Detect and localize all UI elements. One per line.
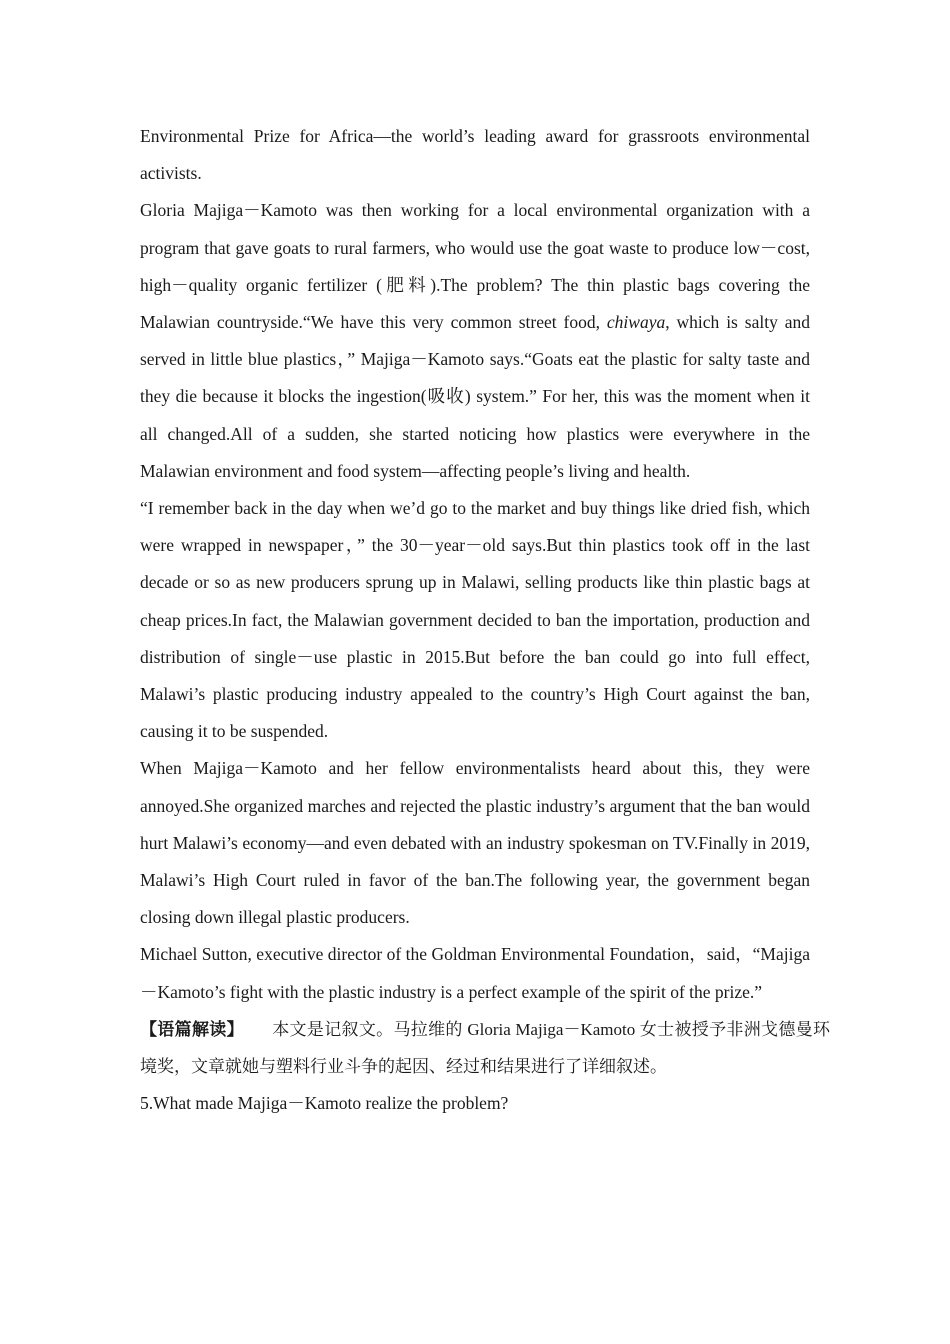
question-5: 5.What made Majiga－Kamoto realize the problem? — [140, 1092, 509, 1113]
analysis-text: 本文是记叙文。马拉维的 Gloria Majiga－Kamoto 女士被授予非洲戈德曼环境奖，文章就她与塑料行业斗争的起因、经过和结果进行了详细叙述。 — [140, 1019, 830, 1076]
paragraph-intro: Environmental Prize for Africa—the world’s leading award for grassroots environmental activists. — [140, 126, 810, 184]
paragraph-plastic-problem — [140, 192, 810, 490]
analysis-block — [140, 1011, 830, 1085]
document-page — [140, 118, 830, 1121]
paragraph-text: , which is salty and served in little blue plastics，” Majiga－Kamoto says.“Goats eat the plastic for salty taste and they die because it blocks the ingestion(吸收) system.” For her, this was the moment when it all changed.All of a sudden, she started noticing how plastics were everywhere in the Malawian environment and food system—affecting people’s living and health. — [140, 312, 810, 481]
analysis-label: 【语篇解读】 — [140, 1019, 244, 1039]
paragraph-activism: When Majiga－Kamoto and her fellow environmentalists heard about this, they were annoyed.She organized marches and rejected the plastic industry’s argument that the ban would hurt Malawi’s economy—and even debated with an industry spokesman on TV.Finally in 2019, Malawi’s High Court ruled in favor of the ban.The following year, the government began closing down illegal plastic producers. — [140, 758, 810, 928]
paragraph-text: Gloria Majiga－Kamoto was then working for a local environmental organization with a program that gave goats to rural farmers, who would use the goat waste to produce low－cost, high－quality organic fertilizer (肥料).The problem? The thin plastic bags covering the Malawian countryside.“We have this very common street food, — [140, 200, 810, 333]
italic-term: chiwaya — [606, 312, 666, 333]
paragraph-market-memory: “I remember back in the day when we’d go to the market and buy things like dried fish, which were wrapped in newspaper，” the 30－year－old says.But thin plastics took off in the last decade or so as new producers sprung up in Malawi, selling products like thin plastic bags at cheap prices.In fact, the Malawian government decided to ban the importation, production and distribution of single－use plastic in 2015.But before the ban could go into full effect, Malawi’s plastic producing industry appealed to the country’s High Court against the ban, causing it to be suspended. — [140, 498, 810, 742]
paragraph-quote: Michael Sutton, executive director of the Goldman Environmental Foundation，said，“Majiga－Kamoto’s fight with the plastic industry is a perfect example of the spirit of the prize.” — [140, 944, 810, 1002]
